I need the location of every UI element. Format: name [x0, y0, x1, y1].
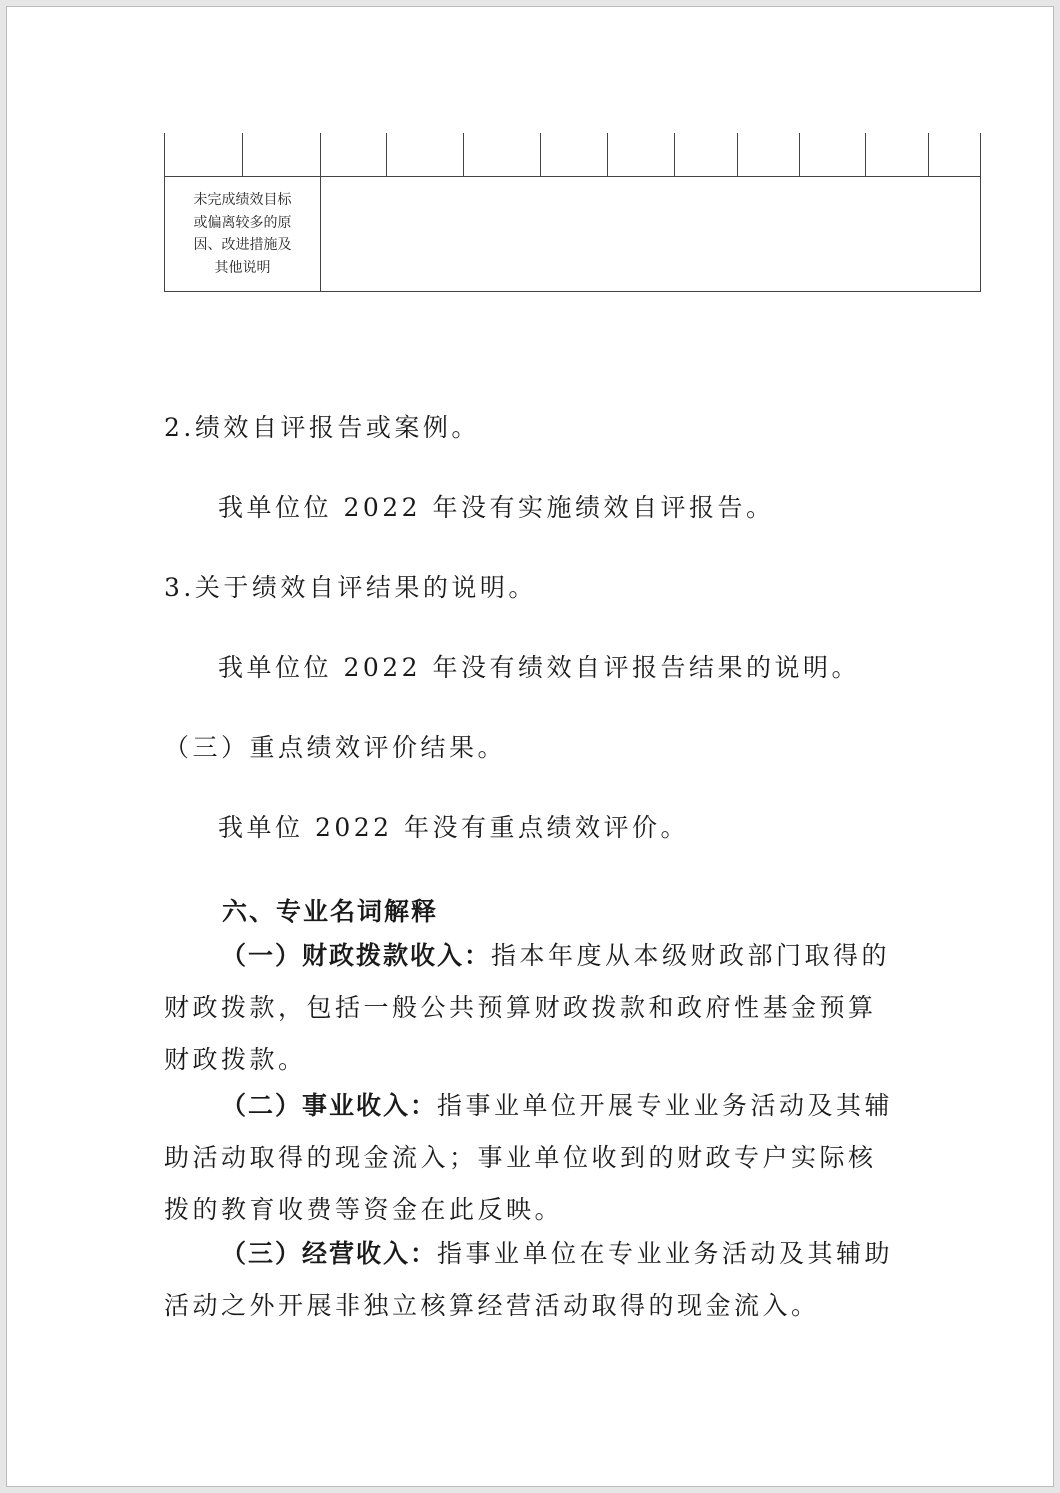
section6-title: 六、专业名词解释 [222, 897, 439, 926]
item2-body: 我单位位 2022 年没有实施绩效自评报告。 [218, 493, 775, 522]
section3-body: 我单位 2022 年没有重点绩效评价。 [218, 813, 690, 842]
table-cell [738, 133, 800, 177]
table-cell [608, 133, 675, 177]
table-cell [243, 133, 321, 177]
table-row [165, 133, 981, 177]
section3-title: （三）重点绩效评价结果。 [164, 733, 507, 762]
table-cell [387, 133, 464, 177]
term-paragraph [164, 1228, 894, 1332]
item3-title: 3.关于绩效自评结果的说明。 [164, 573, 537, 602]
reason-value-cell [321, 177, 981, 292]
table-cell [675, 133, 738, 177]
table-cell [800, 133, 866, 177]
table-row [165, 177, 981, 292]
table-cell [464, 133, 541, 177]
table-cell [321, 133, 387, 177]
term-paragraph [164, 930, 894, 1086]
performance-table [164, 133, 981, 292]
table-cell [165, 133, 243, 177]
table-cell [866, 133, 929, 177]
term-label: （三）经营收入： [221, 1239, 438, 1268]
term-definition: 指本年度从本级财政部门取得的财政拨款，包括一般公共预算财政拨款和政府性基金预算财政拨款。 [164, 941, 891, 1074]
term-definition: 指事业单位在专业业务活动及其辅助活动之外开展非独立核算经营活动取得的现金流入。 [164, 1239, 894, 1320]
table-cell [929, 133, 981, 177]
item3-body: 我单位位 2022 年没有绩效自评报告结果的说明。 [218, 653, 861, 682]
table-cell [541, 133, 608, 177]
term-label: （一）财政拨款收入： [221, 941, 492, 970]
item2-title: 2.绩效自评报告或案例。 [164, 413, 480, 442]
term-label: （二）事业收入： [221, 1091, 438, 1120]
term-definition: 指事业单位开展专业业务活动及其辅助活动取得的现金流入；事业单位收到的财政专户实际核拨的教育收费等资金在此反映。 [164, 1091, 894, 1224]
term-paragraph [164, 1080, 894, 1236]
reason-label-cell: 未完成绩效目标 或偏离较多的原 因、改进措施及 其他说明 [165, 177, 321, 292]
